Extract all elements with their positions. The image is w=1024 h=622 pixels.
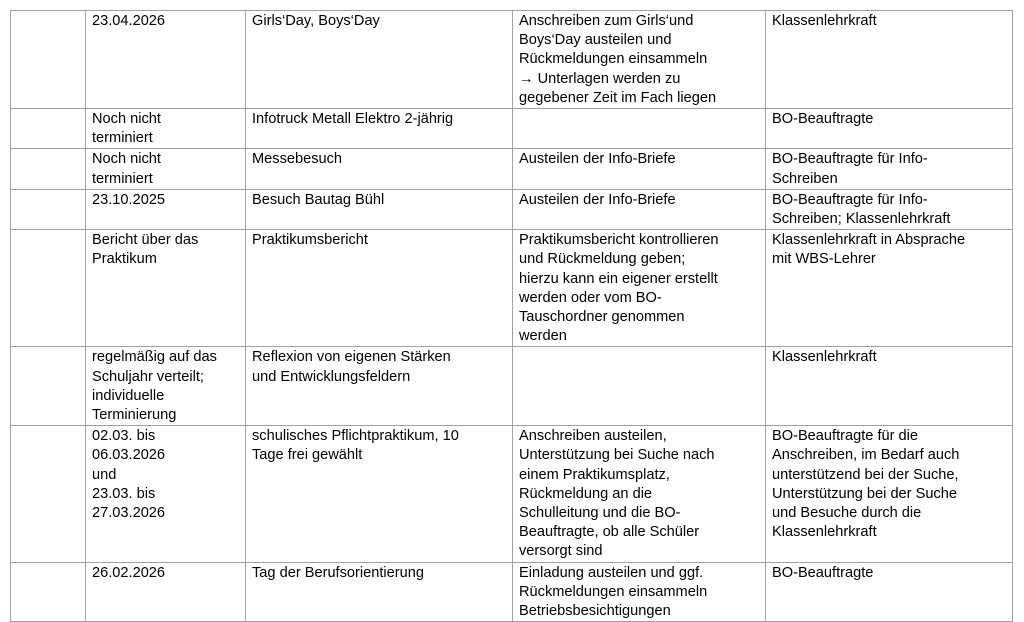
table-row (11, 426, 1013, 562)
responsible-cell (766, 11, 1013, 109)
date-cell (86, 426, 246, 562)
table-row (11, 230, 1013, 347)
date-cell (86, 189, 246, 229)
table-row (11, 149, 1013, 189)
event-line: und Entwicklungsfeldern (252, 368, 411, 385)
event-line: Praktikumsbericht (252, 232, 368, 249)
empty-cell (11, 11, 86, 109)
event-cell (246, 109, 513, 149)
event-line: Girls‘Day, Boys‘Day (252, 13, 380, 29)
date-line: 23.03. bis (92, 485, 156, 502)
event-line: Tag der Berufsorientierung (252, 564, 424, 581)
task-line: Rückmeldung an die (519, 485, 653, 502)
task-line: Boys‘Day austeilen und (519, 32, 672, 49)
schedule-table-body (11, 11, 1013, 622)
responsible-cell (766, 189, 1013, 229)
task-line: werden oder vom BO- (519, 289, 662, 306)
task-cell (513, 230, 766, 347)
date-line: Bericht über das (92, 232, 199, 249)
event-cell (246, 426, 513, 562)
responsible-cell (766, 149, 1013, 189)
table-row (11, 189, 1013, 229)
task-line: → Unterlagen werden zu (519, 70, 759, 89)
date-cell (86, 11, 246, 109)
task-line: Austeilen der Info-Briefe (519, 151, 676, 168)
task-cell (513, 189, 766, 229)
responsible-line: Klassenlehrkraft in Absprache (772, 232, 966, 249)
responsible-line: Klassenlehrkraft (772, 349, 877, 366)
responsible-line: Schreiben (772, 170, 838, 187)
date-line: Noch nicht (92, 111, 161, 128)
empty-cell (11, 426, 86, 562)
event-line: Messebesuch (252, 151, 343, 168)
event-cell (246, 230, 513, 347)
responsible-line: Schreiben; Klassenlehrkraft (772, 211, 951, 228)
empty-cell (11, 149, 86, 189)
date-line: 23.10.2025 (92, 191, 166, 208)
responsible-cell (766, 230, 1013, 347)
responsible-line: mit WBS-Lehrer (772, 251, 876, 268)
date-cell (86, 230, 246, 347)
responsible-cell (766, 109, 1013, 149)
empty-cell (11, 109, 86, 149)
date-line: Praktikum (92, 251, 157, 268)
task-line: Einladung austeilen und ggf. (519, 564, 704, 581)
responsible-line: BO-Beauftragte für die (772, 428, 919, 445)
event-cell (246, 347, 513, 426)
date-line: 26.02.2026 (92, 564, 166, 581)
event-line: Tage frei gewählt (252, 447, 363, 464)
task-cell (513, 426, 766, 562)
empty-cell (11, 347, 86, 426)
responsible-line: und Besuche durch die (772, 505, 922, 522)
table-row (11, 562, 1013, 622)
task-line: und Rückmeldung geben; (519, 251, 686, 268)
date-line: terminiert (92, 170, 153, 187)
event-line: Besuch Bautag Bühl (252, 191, 385, 208)
task-line: gegebener Zeit im Fach liegen (519, 89, 717, 106)
arrow-right-icon: → (519, 70, 534, 87)
task-line: Praktikumsbericht kontrollieren (519, 232, 719, 249)
date-line: terminiert (92, 130, 153, 147)
responsible-line: BO-Beauftragte für Info- (772, 191, 928, 208)
responsible-cell (766, 426, 1013, 562)
responsible-line: BO-Beauftragte (772, 111, 874, 128)
table-row (11, 11, 1013, 109)
task-line: versorgt sind (519, 543, 603, 560)
task-line: Tauschordner genommen (519, 309, 685, 326)
empty-cell (11, 562, 86, 622)
task-cell (513, 149, 766, 189)
date-cell (86, 347, 246, 426)
event-cell (246, 11, 513, 109)
task-line: Rückmeldungen einsammeln (519, 583, 708, 600)
date-line: 27.03.2026 (92, 505, 166, 522)
task-line: werden (519, 328, 567, 345)
empty-cell (11, 230, 86, 347)
task-line: Anschreiben zum Girls‘und (519, 13, 694, 29)
date-line: Schuljahr verteilt; (92, 368, 204, 385)
responsible-line: Unterstützung bei der Suche (772, 485, 957, 502)
event-line: Reflexion von eigenen Stärken (252, 349, 451, 366)
task-cell (513, 562, 766, 622)
responsible-cell (766, 562, 1013, 622)
responsible-line: Klassenlehrkraft (772, 13, 877, 29)
date-line: 23.04.2026 (92, 13, 166, 29)
date-cell (86, 562, 246, 622)
schedule-table (10, 10, 1013, 622)
date-line: und (92, 466, 117, 483)
date-line: 06.03.2026 (92, 447, 166, 464)
responsible-line: Anschreiben, im Bedarf auch (772, 447, 960, 464)
table-row (11, 109, 1013, 149)
event-line: Infotruck Metall Elektro 2-jährig (252, 111, 454, 128)
task-cell (513, 109, 766, 149)
event-line: schulisches Pflichtpraktikum, 10 (252, 428, 459, 445)
empty-cell (11, 189, 86, 229)
date-line: individuelle (92, 387, 165, 404)
date-line: Terminierung (92, 407, 177, 424)
responsible-line: unterstützend bei der Suche, (772, 466, 959, 483)
event-cell (246, 149, 513, 189)
task-line: Betriebsbesichtigungen (519, 603, 671, 620)
date-line: 02.03. bis (92, 428, 156, 445)
task-line: Beauftragte, ob alle Schüler (519, 524, 700, 541)
task-line: Schulleitung und die BO- (519, 505, 681, 522)
task-line: Anschreiben austeilen, (519, 428, 667, 445)
task-line: einem Praktikumsplatz, (519, 466, 670, 483)
date-line: Noch nicht (92, 151, 161, 168)
date-cell (86, 109, 246, 149)
task-line: hierzu kann ein eigener erstellt (519, 270, 718, 287)
responsible-line: Klassenlehrkraft (772, 524, 877, 541)
date-line: regelmäßig auf das (92, 349, 217, 366)
responsible-line: BO-Beauftragte (772, 564, 874, 581)
date-cell (86, 149, 246, 189)
task-cell (513, 11, 766, 109)
task-line: Rückmeldungen einsammeln (519, 51, 708, 68)
table-row (11, 347, 1013, 426)
task-line: Austeilen der Info-Briefe (519, 191, 676, 208)
event-cell (246, 189, 513, 229)
task-line: Unterstützung bei Suche nach (519, 447, 715, 464)
event-cell (246, 562, 513, 622)
responsible-cell (766, 347, 1013, 426)
task-cell (513, 347, 766, 426)
responsible-line: BO-Beauftragte für Info- (772, 151, 928, 168)
